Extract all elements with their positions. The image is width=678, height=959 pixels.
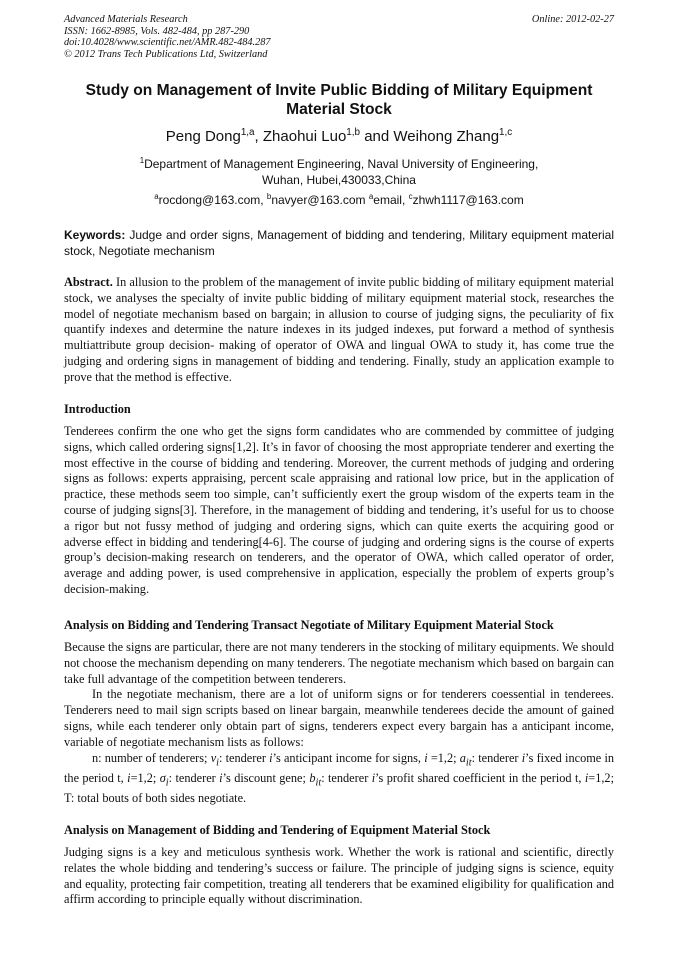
author-affil-mark: 1,a <box>240 127 255 138</box>
author-emails <box>64 193 614 207</box>
email-link[interactable]: navyer@163.com <box>271 193 369 207</box>
affil-line: Wuhan, Hubei,430033,China <box>262 173 416 187</box>
author-separator: , <box>254 128 263 145</box>
email-mark: b <box>266 192 272 201</box>
online-date: Online: 2012-02-27 <box>531 14 614 25</box>
abstract <box>64 275 614 386</box>
section-heading-analysis-negotiate: Analysis on Bidding and Tendering Transact Negotiate of Military Equipment Material Stock <box>64 618 554 632</box>
author-affil-mark: 1,b <box>346 127 361 138</box>
abstract-text: In allusion to the problem of the management of invite public bidding of military equipment material stock, we analyses the specialty of invite public bidding of military equipment material stock, researches the model of negotiate mechanism based on bargain; in allusion to course of judging signs, the peculiarity of fix quantify indexes and determine the nature indexes in its judged indexes, put forward a method of synthesis multiattribute group decision- making of operator of OWA and lingual OWA to study it, has come true the judging and ordering signs in management of bidding and tendering. Finally, study an application example to prove that the method is effective. <box>64 275 614 384</box>
email-link[interactable]: zhwh1117@163.com <box>412 193 524 207</box>
affil-line: Department of Management Engineering, Naval University of Engineering, <box>144 157 539 171</box>
variable-definitions: n: number of tenderers; $v_i$: tenderer i’s anticipant income for signs, i =1,2; $a_{it}$: tenderer i’s fixed income in the period t, i=1,2; $\sigma_i$: tenderer i’s discount gene; $b_{it}$: tenderer i’s profit shared coefficient in the period t, i=1,2; T: total bouts of both sides negotiate. <box>64 750 615 806</box>
section-heading-analysis-management: Analysis on Management of Bidding and Tendering of Equipment Material Stock <box>64 823 491 837</box>
intro-paragraph: Tenderees confirm the one who get the signs form candidates who are commended by committee of judging signs, which called ordering signs[1,2]. It’s in favor of choosing the most appropriate tenderer and exerting the most effective in the course of bidding and tendering. Moreover, the current methods of judging and ordering signs as follows: experts appraising, percent scale appraising and rational low price, but in the application of practice, these methods seem too simple, can’t sufficiently exert the group wisdom of the experts team in the course of judging signs[3]. Therefore, in the management of bidding and tendering, it’s useful for us to choose a rigor but not fussy method of judging and ordering signs, which can quite exerts the acquiring good or adverse effect in bidding and tendering[4-6]. The course of judging and ordering signs is the course of experts group’s decision-making research on tenderers, and the operator of OWA, which called operator of order, average and adding power, is used comprehensive in application, especially the problem of experts group’s decision-making. <box>64 424 614 596</box>
email-mark: a <box>368 192 374 201</box>
journal-header <box>64 14 614 60</box>
email-text: email, <box>373 193 409 207</box>
issn-line: ISSN: 1662-8985, Vols. 482-484, pp 287-290 <box>64 25 250 37</box>
analysis-paragraph: In the negotiate mechanism, there are a lot of uniform signs or for tenderers coessential in tenderees. Tenderers need to mail sign scripts based on linear bargain, meanwhile tenderees decide the amount of gained signs, while each tenderer only obtain part of signs, tenderers expect every bargain has a anticipant income, variable of negotiate mechanism lists as follows: <box>64 687 614 749</box>
affil-mark: 1 <box>139 156 145 165</box>
email-link[interactable]: rocdong@163.com, <box>158 193 267 207</box>
analysis-management-paragraph: Judging signs is a key and meticulous synthesis work. Whether the work is rational and scientific, directly relates the whole bidding and tendering’s success or failure. The principle of judging signs is science, equity and equality, protecting fair competition, treating all tenderers that be examined eligibility for qualification and affirm according to principle equally without discrimination. <box>64 845 614 907</box>
keywords-text: Judge and order signs, Management of bidding and tendering, Military equipment material stock, Negotiate mechanism <box>64 228 614 258</box>
analysis-negotiate-body <box>64 640 614 807</box>
author-separator: and <box>360 128 394 145</box>
abstract-label: Abstract. <box>64 275 113 289</box>
doi-line: doi:10.4028/www.scientific.net/AMR.482-484.287 <box>64 37 271 49</box>
author-name: Zhaohui Luo <box>262 128 347 145</box>
copyright-line: © 2012 Trans Tech Publications Ltd, Switzerland <box>64 48 268 60</box>
section-heading-introduction: Introduction <box>64 402 131 416</box>
keywords <box>64 228 614 259</box>
journal-name: Advanced Materials Research <box>64 14 188 25</box>
author-list <box>64 128 614 145</box>
email-mark: c <box>408 192 413 201</box>
author-name: Weihong Zhang <box>393 128 500 145</box>
keywords-label: Keywords: <box>64 228 126 242</box>
affiliation <box>64 156 614 188</box>
analysis-paragraph: Because the signs are particular, there are not many tenderers in the stocking of military equipments. We should not choose the mechanism depending on many tenderers. The negotiate mechanism which based on bargain can take full advantage of the competition between tenderers. <box>64 640 615 686</box>
email-mark: a <box>154 192 159 201</box>
paper-title: Study on Management of Invite Public Bidding of Military Equipment Material Stock <box>85 82 593 118</box>
author-name: Peng Dong <box>165 128 241 145</box>
author-affil-mark: 1,c <box>499 127 513 138</box>
